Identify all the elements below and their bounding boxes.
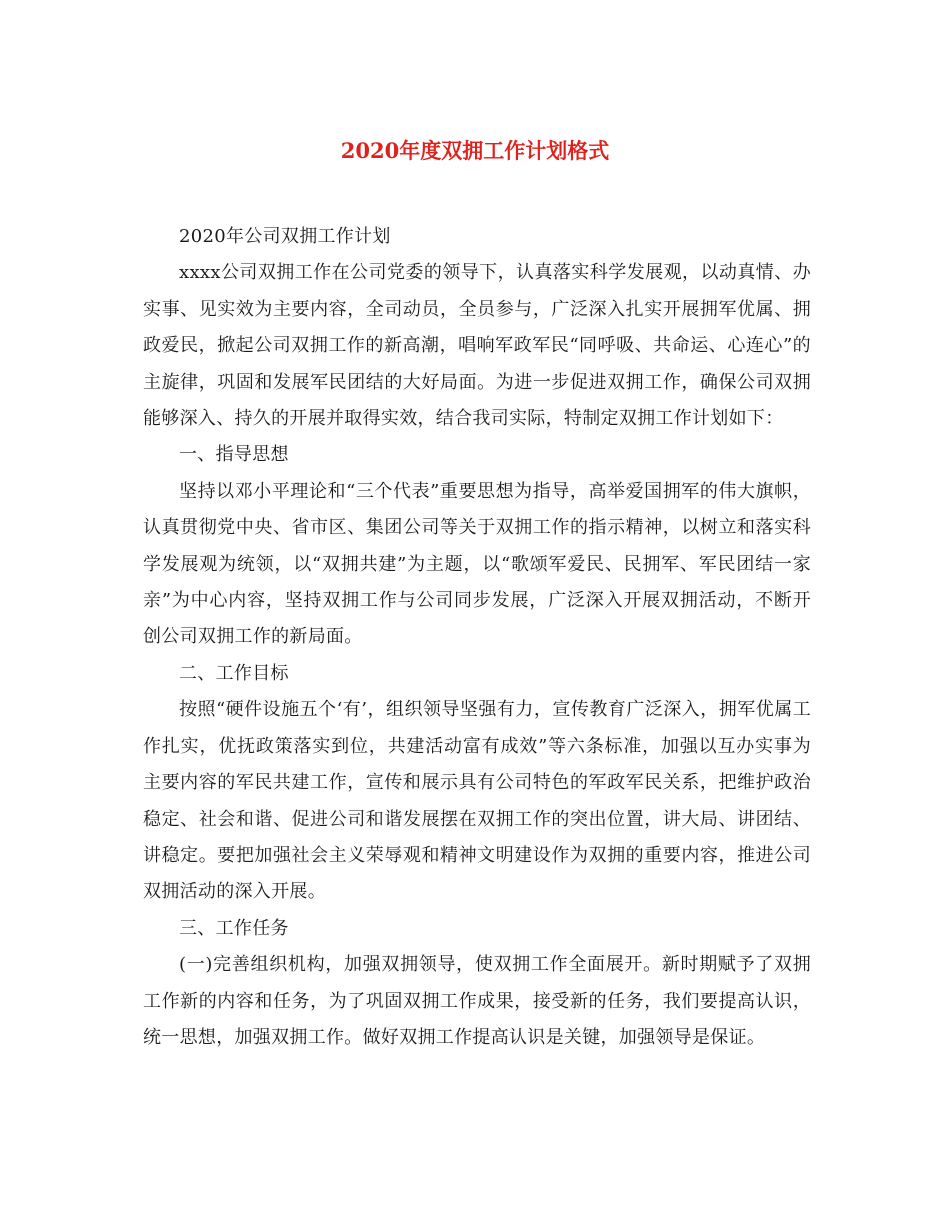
work-goals-paragraph: 按照“硬件设施五个‘有’，组织领导坚强有力，宣传教育广泛深入，拥军优属工作扎实，优抚政策落实到位，共建活动富有成效”等六条标准，加强以互办实事为主要内容的军民共建工作，宣传和展示具有公司特色的军政军民关系，把维护政治稳定、社会和谐、促进公司和谐发展摆在双拥工作的突出位置，讲大局、讲团结、讲稳定。要把加强社会主义荣辱观和精神文明建设作为双拥的重要内容，推进公司双拥活动的深入开展。 — [143, 699, 811, 903]
section-heading-work-goals: 二、工作目标 — [179, 662, 289, 684]
intro-paragraph: xxxx公司双拥工作在公司党委的领导下，认真落实科学发展观，以动真情、办实事、见实效为主要内容，全司动员，全员参与，广泛深入扎实开展拥军优属、拥政爱民，掀起公司双拥工作的新高潮，唱响军政军民“同呼吸、共命运、心连心”的主旋律，巩固和发展军民团结的大好局面。为进一步促进双拥工作，确保公司双拥能够深入、持久的开展并取得实效，结合我司实际，特制定双拥工作计划如下： — [143, 262, 811, 430]
work-tasks-paragraph: (一)完善组织机构，加强双拥领导，使双拥工作全面展开。新时期赋予了双拥工作新的内容和任务，为了巩固双拥工作成果，接受新的任务，我们要提高认识，统一思想，加强双拥工作。做好双拥工作提高认识是关键，加强领导是保证。 — [143, 954, 811, 1048]
document-body — [143, 219, 811, 1056]
document-title: 2020年度双拥工作计划格式 — [340, 138, 610, 163]
section-heading-work-tasks: 三、工作任务 — [179, 917, 289, 939]
guiding-ideology-paragraph: 坚持以邓小平理论和“三个代表”重要思想为指导，高举爱国拥军的伟大旗帜，认真贯彻党中央、省市区、集团公司等关于双拥工作的指示精神，以树立和落实科学发展观为统领，以“双拥共建”为主题，以“歌颂军爱民、民拥军、军民团结一家亲”为中心内容，坚持双拥工作与公司同步发展，广泛深入开展双拥活动，不断开创公司双拥工作的新局面。 — [143, 480, 811, 648]
subtitle-paragraph: 2020年公司双拥工作计划 — [179, 226, 391, 247]
section-heading-guiding-ideology: 一、指导思想 — [179, 444, 289, 466]
